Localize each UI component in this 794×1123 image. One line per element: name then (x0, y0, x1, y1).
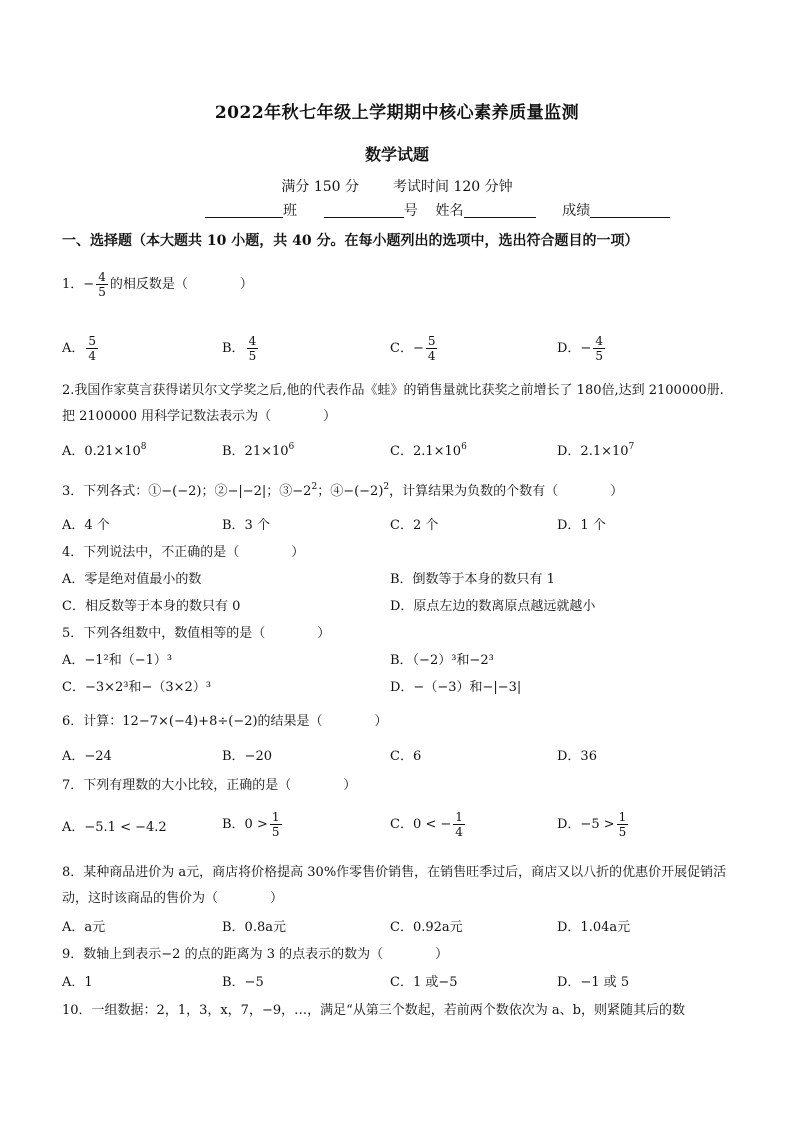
question-6: 6．计算：12−7×(−4)+8÷(−2)的结果是（ ） (62, 714, 388, 729)
question-9: 9．数轴上到表示−2 的点的距离为 3 的点表示的数为（ ） (62, 947, 449, 962)
q2-d-text: D．2.1×10 (557, 444, 629, 459)
q1-d-fraction (593, 334, 605, 363)
exam-title: 2022年秋七年级上学期期中核心素养质量监测 (214, 103, 580, 123)
q1-option-a[interactable] (62, 334, 100, 363)
grade-label: 成绩 (562, 203, 591, 219)
q2-option-c[interactable] (390, 442, 467, 462)
q3-text-a: 3．下列各式：①−(−2)；②−|−2|；③−2 (62, 484, 312, 499)
grade-blank[interactable] (590, 203, 670, 218)
exam-info (0, 176, 794, 196)
q2-c-text: C．2.1×10 (390, 444, 462, 459)
q1-c-fraction (426, 334, 438, 363)
q3-text-c: ，计算结果为负数的个数有（ ） (389, 484, 624, 499)
q2-d-exp: 7 (628, 442, 635, 452)
class-label: 班 (283, 203, 297, 219)
q4-option-d[interactable]: D．原点左边的数离原点越远就越小 (390, 599, 596, 614)
q5-option-b[interactable]: B．（−2）³和−2³ (390, 653, 494, 668)
question-3 (62, 482, 623, 502)
q1-text: 的相反数是（ ） (109, 277, 253, 292)
question-1 (62, 270, 253, 299)
q9-option-b[interactable]: B．−5 (222, 975, 264, 990)
name-blank[interactable] (464, 203, 536, 218)
q8-option-a[interactable]: A．a元 (62, 920, 106, 935)
q2-option-a[interactable] (62, 442, 147, 462)
q6-option-c[interactable]: C．6 (390, 749, 422, 764)
q1-a-label: A． (62, 341, 85, 356)
question-5: 5．下列各组数中，数值相等的是（ ） (62, 626, 331, 641)
q1-option-c[interactable] (390, 334, 439, 363)
q8-option-b[interactable]: B．0.8a元 (222, 920, 286, 935)
q6-option-b[interactable]: B．−20 (222, 749, 272, 764)
q1-a-bot: 4 (88, 349, 97, 363)
q1-numerator: 4 (98, 270, 106, 284)
q1-denominator: 5 (98, 285, 106, 299)
q5-option-d[interactable]: D．−（−3）和−|−3| (390, 680, 522, 695)
q7-b-bot: 5 (271, 825, 280, 839)
question-7: 7．下列有理数的大小比较，正确的是（ ） (62, 778, 357, 793)
q7-c-label: C．0 < − (390, 817, 452, 832)
q1-a-top: 5 (88, 334, 97, 348)
question-8: 8．某种商品进价为 a元，商店将价格提高 30%作零售价销售，在销售旺季过后，商店又以八折的优惠价开展促销活动，这时该商品的售价为（ ） (62, 865, 727, 906)
q7-d-fraction (617, 810, 629, 839)
q1-c-top: 5 (427, 334, 436, 348)
q9-option-c[interactable]: C．1 或−5 (390, 975, 458, 990)
q3-exp-a: 2 (311, 482, 318, 492)
q7-option-a[interactable]: A．−5.1 < −4.2 (62, 820, 167, 835)
q1-c-bot: 4 (427, 349, 436, 363)
q7-d-label: D．−5 > (557, 817, 615, 832)
name-label: 姓名 (435, 203, 464, 219)
class-blank[interactable] (205, 203, 283, 218)
q7-option-c[interactable] (390, 810, 467, 839)
question-4: 4．下列说法中，不正确的是（ ） (62, 545, 305, 560)
q7-b-fraction (270, 810, 282, 839)
q7-d-bot: 5 (618, 825, 627, 839)
q1-option-d[interactable] (557, 334, 607, 363)
question-2: 2.我国作家莫言获得诺贝尔文学奖之后,他的代表作品《蛙》的销售量就比获奖之前增长了 180倍,达到 2100000册. 把 2100000 用科学记数法表示为（ ） (62, 383, 724, 424)
q8-option-d[interactable]: D．1.04a元 (557, 920, 631, 935)
q7-b-top: 1 (271, 810, 280, 824)
q1-b-top: 4 (248, 334, 257, 348)
q6-option-d[interactable]: D．36 (557, 749, 597, 764)
q3-exp-b: 2 (383, 482, 390, 492)
q7-d-top: 1 (618, 810, 627, 824)
q1-d-label: D．− (557, 341, 592, 356)
q1-fraction (96, 270, 108, 299)
q2-c-exp: 6 (461, 442, 467, 452)
q7-b-label: B．0 > (222, 817, 268, 832)
q2-b-text: B．21×10 (222, 444, 289, 459)
number-label: 号 (403, 203, 418, 219)
q4-option-b[interactable]: B．倒数等于本身的数只有 1 (390, 572, 555, 587)
q3-option-a[interactable]: A．4 个 (62, 518, 110, 533)
q2-option-d[interactable] (557, 442, 634, 462)
q6-option-a[interactable]: A．−24 (62, 749, 112, 764)
q1-option-b[interactable] (222, 334, 260, 363)
q2-option-b[interactable] (222, 442, 294, 462)
q1-d-bot: 5 (595, 349, 603, 363)
q1-c-label: C．− (390, 341, 424, 356)
student-fields (205, 200, 670, 220)
q7-c-fraction (453, 810, 465, 839)
q2-a-exp: 8 (140, 442, 147, 452)
time-text: 考试时间 120 分钟 (393, 179, 513, 195)
number-blank[interactable] (324, 203, 404, 218)
q3-option-c[interactable]: C．2 个 (390, 518, 439, 533)
q8-option-c[interactable]: C．0.92a元 (390, 920, 463, 935)
q5-option-a[interactable]: A．−1²和（−1）³ (62, 653, 173, 668)
q7-c-bot: 4 (455, 825, 463, 839)
q1-b-bot: 5 (248, 349, 257, 363)
q2-b-exp: 6 (288, 442, 295, 452)
q3-option-b[interactable]: B．3 个 (222, 518, 270, 533)
question-10: 10．一组数据：2，1，3，x，7，−9，…，满足“从第三个数起，若前两个数依次为 a、b，则紧随其后的数 (62, 1003, 685, 1018)
q3-option-d[interactable]: D．1 个 (557, 518, 606, 533)
score-text: 满分 150 分 (281, 179, 359, 195)
q9-option-a[interactable]: A．1 (62, 975, 93, 990)
section-title: 一、选择题（本大题共 10 小题，共 40 分。在每小题列出的选项中，选出符合题目的一项） (62, 233, 639, 249)
q4-option-a[interactable]: A．零是绝对值最小的数 (62, 572, 202, 587)
q5-option-c[interactable]: C．−3×2³和−（3×2）³ (62, 680, 212, 695)
q1-b-label: B． (222, 341, 245, 356)
q1-a-fraction (86, 334, 98, 363)
q9-option-d[interactable]: D．−1 或 5 (557, 975, 630, 990)
q7-option-b[interactable] (222, 810, 284, 839)
q1-number: 1． (62, 277, 84, 292)
q7-option-d[interactable] (557, 810, 630, 839)
q3-text-b: ；④−(−2) (317, 484, 384, 499)
q4-option-c[interactable]: C．相反数等于本身的数只有 0 (62, 599, 241, 614)
q7-c-top: 1 (455, 810, 463, 824)
q2-a-text: A．0.21×10 (62, 444, 141, 459)
q1-sign: − (83, 277, 95, 292)
q1-d-top: 4 (595, 334, 603, 348)
exam-subtitle: 数学试题 (364, 145, 429, 164)
q1-b-fraction (247, 334, 259, 363)
